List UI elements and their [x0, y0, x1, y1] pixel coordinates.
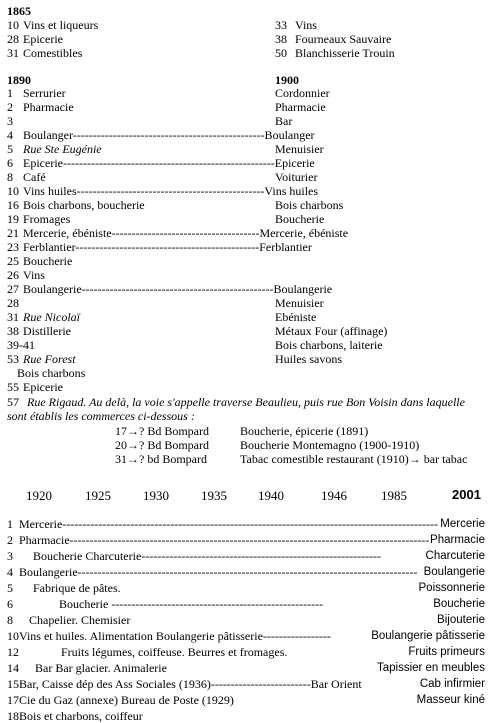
- table-row: [7, 613, 485, 627]
- entry-2001: Fruits primeurs: [408, 646, 485, 658]
- entry-1890: Vins huiles-----------------------------------------------Vins huiles: [23, 184, 319, 198]
- entry-number: 4: [7, 565, 13, 579]
- entry-number: 28: [7, 296, 19, 310]
- entry-number: 1: [7, 517, 13, 531]
- year-1865-heading: 1865: [7, 4, 31, 18]
- entry-history: Vins et huiles. Alimentation Boulangerie pâtisserie-----------------: [19, 629, 331, 643]
- note-line-2: sont établis les commerces ci-dessous :: [7, 409, 195, 423]
- entry-2001: Mercerie: [440, 518, 485, 530]
- entry-number: 14: [7, 661, 19, 675]
- entry-1900: Bar: [275, 114, 293, 128]
- entry-number: 31: [7, 310, 19, 324]
- entry-1890: Vins: [23, 268, 45, 282]
- note-text: Rue Rigaud. Au delà, la voie s'appelle traverse Beaulieu, puis rue Bon Voisin dans laquelle: [27, 395, 465, 409]
- entry-2001: Masseur kiné: [416, 694, 485, 706]
- entry-number: 5: [7, 142, 13, 156]
- street-entry-row: [7, 240, 485, 254]
- year-column-header: 1930: [143, 488, 169, 503]
- street-entry-row: [7, 100, 485, 114]
- street-entry-row: [7, 352, 485, 366]
- table-row: [7, 597, 485, 611]
- entry-number: 19: [7, 212, 19, 226]
- entry-history: Fabrique de pâtes.: [33, 581, 121, 595]
- entry-number: 26: [7, 268, 19, 282]
- street-entry-row: [7, 268, 485, 282]
- entry-1890: Fromages: [23, 212, 71, 226]
- year-column-header: 1920: [26, 488, 52, 503]
- entry-history: Bar Bar glacier. Animalerie: [35, 661, 167, 675]
- entry-number: 17: [7, 693, 19, 707]
- entry-number: 38: [7, 324, 19, 338]
- entry-1890: Café: [23, 170, 46, 184]
- entry-1890: Mercerie, ébéniste-------------------------------------Mercerie, ébéniste: [23, 226, 349, 240]
- entry-number: 16: [7, 198, 19, 212]
- entry-number: 8: [7, 613, 13, 627]
- year-column-header: 1925: [85, 488, 111, 503]
- entry-history: Pharmacie------------------------------------------------------------------------------------------: [19, 533, 430, 547]
- entry-1890: Pharmacie: [23, 100, 74, 114]
- note-number: 57: [7, 395, 19, 409]
- entry-1890: Epicerie: [23, 380, 63, 394]
- year-1900-heading: 1900: [275, 73, 299, 87]
- entry-1865-left-2: [7, 32, 63, 46]
- entry-1890: Epicerie-----------------------------------------------------Epicerie: [23, 156, 315, 170]
- entry-1890: Boulangerie------------------------------------------------Boulangerie: [23, 282, 333, 296]
- table-row: [7, 533, 485, 547]
- year-column-header: 2001: [452, 487, 481, 502]
- table-row: [7, 661, 485, 675]
- entry-history: Bois et charbons, coiffeur: [19, 709, 143, 723]
- entry-number: 23: [7, 240, 19, 254]
- street-entry-row: [7, 198, 485, 212]
- entry-1865-left-1: [7, 18, 99, 32]
- entry-1890: Ferblantier----------------------------------------------Ferblantier: [23, 240, 312, 254]
- entry-number: 1: [7, 86, 13, 100]
- street-entry-row: [7, 338, 485, 352]
- note-line-1: [7, 395, 465, 409]
- entry-number: 38: [275, 32, 287, 46]
- entry-1900: Métaux Four (affinage): [275, 324, 388, 338]
- year-column-header: 1935: [201, 488, 227, 503]
- entry-history: Fruits légumes, coiffeuse. Beurres et fromages.: [61, 645, 288, 659]
- entry-number: 27: [7, 282, 19, 296]
- entry-number: 15: [7, 677, 19, 691]
- street-entry-row: [7, 324, 485, 338]
- entry-number: 21: [7, 226, 19, 240]
- street-entry-row: [7, 310, 485, 324]
- street-entry-row: [7, 282, 485, 296]
- entry-2001: Boulangerie pâtisserie: [371, 630, 485, 642]
- year-1890-heading: 1890: [7, 73, 31, 87]
- year-column-header: 1940: [258, 488, 284, 503]
- entry-number: 28: [7, 32, 19, 46]
- entry-number: 39-41: [7, 338, 35, 352]
- table-row: [7, 709, 485, 723]
- year-column-header: 1946: [321, 488, 347, 503]
- entry-text: Vins: [295, 18, 317, 32]
- entry-history: Boucherie Charcuterie------------------------------------------------------------: [33, 549, 382, 563]
- entry-history: Mercerie----------------------------------------------------------------------------------------------: [19, 517, 438, 531]
- entry-1890: Rue Nicolaï: [23, 310, 80, 324]
- entry-1890: Boulanger------------------------------------------------Boulanger: [23, 128, 315, 142]
- entry-2001: Poissonnerie: [418, 582, 485, 594]
- entry-number: 8: [7, 170, 13, 184]
- entry-1890: Bois charbons: [17, 366, 86, 380]
- entry-number: 31: [7, 46, 19, 60]
- street-entry-row: [7, 296, 485, 310]
- sub-entry-from: 31→? bd Bompard: [115, 452, 207, 466]
- entry-1900: Bois charbons: [275, 198, 344, 212]
- entry-number: 4: [7, 128, 13, 142]
- street-entry-row: [7, 226, 485, 240]
- sub-entry-shop: Boucherie Montemagno (1900-1910): [240, 438, 420, 452]
- entry-number: 6: [7, 597, 13, 611]
- entry-number: 10: [7, 629, 19, 643]
- entry-history: Boucherie -----------------------------------------------------: [59, 597, 324, 611]
- entry-1900: Menuisier: [275, 142, 324, 156]
- entry-1865-right-3: [275, 46, 395, 60]
- entry-2001: Boucherie: [433, 598, 485, 610]
- entry-1900: Boucherie: [275, 212, 325, 226]
- street-entry-row: [7, 128, 485, 142]
- table-row: [7, 517, 485, 531]
- entry-2001: Bijouterie: [437, 614, 485, 626]
- entry-number: 25: [7, 254, 19, 268]
- entry-number: 3: [7, 549, 13, 563]
- entry-text: Vins et liqueurs: [23, 18, 99, 32]
- entry-history: Boulangerie-------------------------------------------------------------------------------------: [19, 565, 418, 579]
- table-row: [7, 565, 485, 579]
- entry-history: Cie du Gaz (annexe) Bureau de Poste (1929): [19, 693, 234, 707]
- entry-number: 2: [7, 533, 13, 547]
- entry-text: Blanchisserie Trouin: [295, 46, 395, 60]
- entry-1865-right-2: [275, 32, 392, 46]
- entry-number: 55: [7, 380, 19, 394]
- sub-entry-from: 20→? Bd Bompard: [115, 438, 209, 452]
- entry-number: 53: [7, 352, 19, 366]
- entry-1900: Menuisier: [275, 296, 324, 310]
- entry-2001: Tapissier en meubles: [376, 662, 485, 674]
- sub-entry-shop: Tabac comestible restaurant (1910)→ bar tabac: [240, 452, 468, 466]
- entry-1900: Bois charbons, laiterie: [275, 338, 383, 352]
- street-entry-row: [7, 142, 485, 156]
- entry-1890: Distillerie: [23, 324, 71, 338]
- street-entry-row: [7, 170, 485, 184]
- table-row: [7, 693, 485, 707]
- entry-1865-right-1: [275, 18, 317, 32]
- entry-1890: Bois charbons, boucherie: [23, 198, 145, 212]
- year-column-header: 1985: [381, 488, 407, 503]
- entry-2001: Boulangerie: [423, 566, 485, 578]
- street-entry-row: [7, 366, 485, 380]
- street-entry-row: [7, 114, 485, 128]
- street-entry-row: [7, 86, 485, 100]
- entry-number: 18: [7, 709, 19, 723]
- entry-text: Fourneaux Sauvaire: [295, 32, 392, 46]
- table-row: [7, 581, 485, 595]
- entry-1900: Ebéniste: [275, 310, 317, 324]
- table-row: [7, 629, 485, 643]
- street-entry-row: [7, 380, 485, 394]
- sub-entry-shop: Boucherie, épicerie (1891): [240, 424, 369, 438]
- entry-2001: Charcuterie: [425, 550, 485, 562]
- entry-number: 10: [7, 18, 19, 32]
- entry-number: 5: [7, 581, 13, 595]
- sub-entry-from: 17→? Bd Bompard: [115, 424, 209, 438]
- table-row: [7, 549, 485, 563]
- entry-1890: Boucherie: [23, 254, 73, 268]
- table-row: [7, 645, 485, 659]
- entry-text: Comestibles: [23, 46, 83, 60]
- entry-number: 6: [7, 156, 13, 170]
- entry-1865-left-3: [7, 46, 83, 60]
- entry-history: Bar, Caisse dép des Ass Sociales (1936)-------------------------Bar Orient: [19, 677, 362, 691]
- entry-number: 33: [275, 18, 287, 32]
- entry-1900: Huiles savons: [275, 352, 342, 366]
- entry-text: Epicerie: [23, 32, 63, 46]
- entry-1890: Serrurier: [23, 86, 66, 100]
- entry-number: 12: [7, 645, 19, 659]
- street-entry-row: [7, 212, 485, 226]
- entry-1900: Voiturier: [275, 170, 318, 184]
- entry-2001: Pharmacie: [430, 534, 485, 546]
- entry-2001: Cab infirmier: [419, 678, 485, 690]
- entry-1890: Rue Ste Eugénie: [23, 142, 102, 156]
- entry-1900: Pharmacie: [275, 100, 326, 114]
- entry-number: 2: [7, 100, 13, 114]
- table-row: [7, 677, 485, 691]
- entry-number: 50: [275, 46, 287, 60]
- street-entry-row: [7, 254, 485, 268]
- street-entry-row: [7, 184, 485, 198]
- street-entry-row: [7, 156, 485, 170]
- entry-1900: Cordonnier: [275, 86, 330, 100]
- entry-number: 10: [7, 184, 19, 198]
- entry-number: 3: [7, 114, 13, 128]
- entry-1890: Rue Forest: [23, 352, 76, 366]
- entry-history: Chapelier. Chemisier: [29, 613, 131, 627]
